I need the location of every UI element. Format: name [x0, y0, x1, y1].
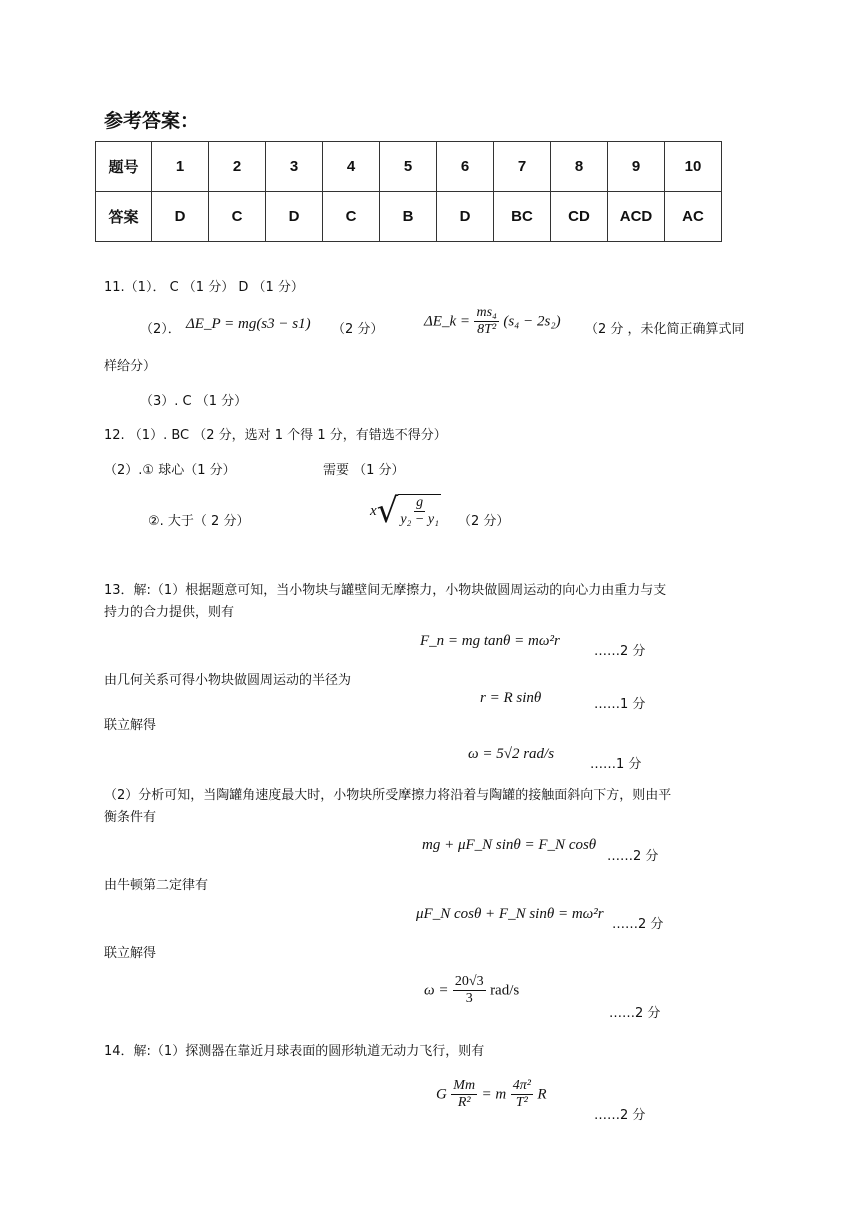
q11-ep-points: （2 分）: [332, 322, 384, 337]
q12-x-var: x: [370, 502, 377, 519]
sqrt-icon: √: [376, 491, 399, 531]
q11-ek-formula: [424, 305, 561, 338]
q12-sqrt-den: y₂ − y₁: [400, 512, 439, 527]
table-cell: 9: [608, 142, 665, 192]
table-cell: 3: [266, 142, 323, 192]
table-cell: C: [323, 192, 380, 242]
table-cell: B: [380, 192, 437, 242]
q12-sqrt-formula: [370, 491, 441, 531]
table-cell: ACD: [608, 192, 665, 242]
page-title: 参考答案：: [104, 110, 200, 132]
q14-g: G: [436, 1086, 447, 1103]
q14-rhs: R: [537, 1086, 547, 1103]
q14-fraction-2: [511, 1078, 533, 1111]
q13-eq4: mg + μF_N sinθ = F_N cosθ: [422, 837, 597, 853]
q11-line1: 11.（1）． C （1 分） D （1 分）: [104, 280, 304, 295]
q11-ek-num: ms₄: [476, 305, 497, 320]
table-cell: 2: [209, 142, 266, 192]
table-cell: C: [209, 192, 266, 242]
q14-f2-num: 4π²: [512, 1078, 531, 1093]
q14-mid: = m: [481, 1086, 507, 1103]
q14-f1-num: Mm: [453, 1078, 476, 1093]
q14-f2-den: T²: [515, 1095, 528, 1110]
q13-p5: 由牛顿第二定律有: [104, 878, 209, 893]
q12-sqrt-num: g: [416, 495, 424, 510]
q13-eq6-unit: rad/s: [490, 982, 520, 999]
table-header-number: 题号: [96, 142, 152, 192]
table-row-answers: [96, 192, 722, 242]
q12-line2a: （2）.① 球心（1 分）: [104, 463, 236, 478]
q13-eq6-points: ……2 分: [609, 1006, 661, 1021]
q14-p1: 14．解:（1）探测器在靠近月球表面的圆形轨道无动力飞行，则有: [104, 1044, 485, 1059]
q11-ek-lhs: ΔE_k =: [424, 313, 470, 330]
table-cell: D: [266, 192, 323, 242]
q13-eq4-points: ……2 分: [607, 849, 659, 864]
q13-p1b: 持力的合力提供，则有: [104, 605, 235, 620]
table-header-answer: 答案: [96, 192, 152, 242]
table-cell: D: [152, 192, 209, 242]
answer-table: [95, 141, 722, 242]
q13-eq1: F_n = mg tanθ = mω²r: [420, 633, 560, 649]
q13-eq3: ω = 5√2 rad/s: [468, 746, 555, 762]
q13-p1a: 13．解:（1）根据题意可知，当小物块与罐壁间无摩擦力，小物块做圆周运动的向心力由重力与支: [104, 583, 667, 598]
table-cell: 1: [152, 142, 209, 192]
q13-eq2-points: ……1 分: [594, 697, 646, 712]
q13-p2: 由几何关系可得小物块做圆周运动的半径为: [104, 673, 352, 688]
q13-eq1-points: ……2 分: [594, 644, 646, 659]
table-cell: AC: [665, 192, 722, 242]
q14-f1-den: R²: [457, 1095, 471, 1110]
q11-ek-den: 8T²: [477, 322, 497, 337]
q12-line3a: ②. 大于（ 2 分）: [148, 514, 250, 529]
q13-p4b: 衡条件有: [104, 810, 157, 825]
q11-line4: （3）. C （1 分）: [140, 394, 248, 409]
q13-p6: 联立解得: [104, 946, 157, 961]
q13-eq6-fraction: [453, 974, 486, 1007]
table-cell: D: [437, 192, 494, 242]
q13-eq3-points: ……1 分: [590, 757, 642, 772]
q11-ek-points: （2 分 ，未化简正确算式同: [585, 322, 745, 337]
q11-ek-rhs: (s₄ − 2s₂): [503, 313, 561, 330]
q12-line3-points: （2 分）: [458, 514, 510, 529]
q13-eq6-den: 3: [465, 991, 473, 1006]
table-cell: 7: [494, 142, 551, 192]
q12-line1: 12. （1）. BC （2 分，选对 1 个得 1 分，有错选不得分）: [104, 428, 447, 443]
q13-p4a: （2）分析可知，当陶罐角速度最大时，小物块所受摩擦力将沿着与陶罐的接触面斜向下方，则由平: [104, 788, 672, 803]
q11-line2-prefix: （2）．: [140, 322, 181, 337]
table-cell: CD: [551, 192, 608, 242]
table-cell: 8: [551, 142, 608, 192]
q14-eq1: [436, 1078, 547, 1111]
q11-ep-formula: ΔE_P = mg(s3 − s1): [186, 316, 311, 332]
q13-eq6-num: 20√3: [454, 974, 484, 989]
q13-p3: 联立解得: [104, 718, 157, 733]
table-cell: 5: [380, 142, 437, 192]
q11-line3: 样给分）: [104, 359, 157, 374]
q13-eq6: [424, 974, 519, 1007]
q11-ek-fraction: [474, 305, 498, 338]
q13-eq6-lhs: ω =: [424, 982, 449, 999]
q12-line2b: 需要 （1 分）: [323, 463, 405, 478]
q13-eq2: r = R sinθ: [480, 690, 542, 706]
table-cell: 10: [665, 142, 722, 192]
q14-points: ……2 分: [594, 1108, 646, 1123]
q12-sqrt-fraction: [398, 495, 441, 528]
table-cell: 4: [323, 142, 380, 192]
q14-fraction-1: [451, 1078, 477, 1111]
table-cell: BC: [494, 192, 551, 242]
q13-eq5: μF_N cosθ + F_N sinθ = mω²r: [416, 906, 604, 922]
q13-eq5-points: ……2 分: [612, 917, 664, 932]
table-cell: 6: [437, 142, 494, 192]
table-row-numbers: [96, 142, 722, 192]
